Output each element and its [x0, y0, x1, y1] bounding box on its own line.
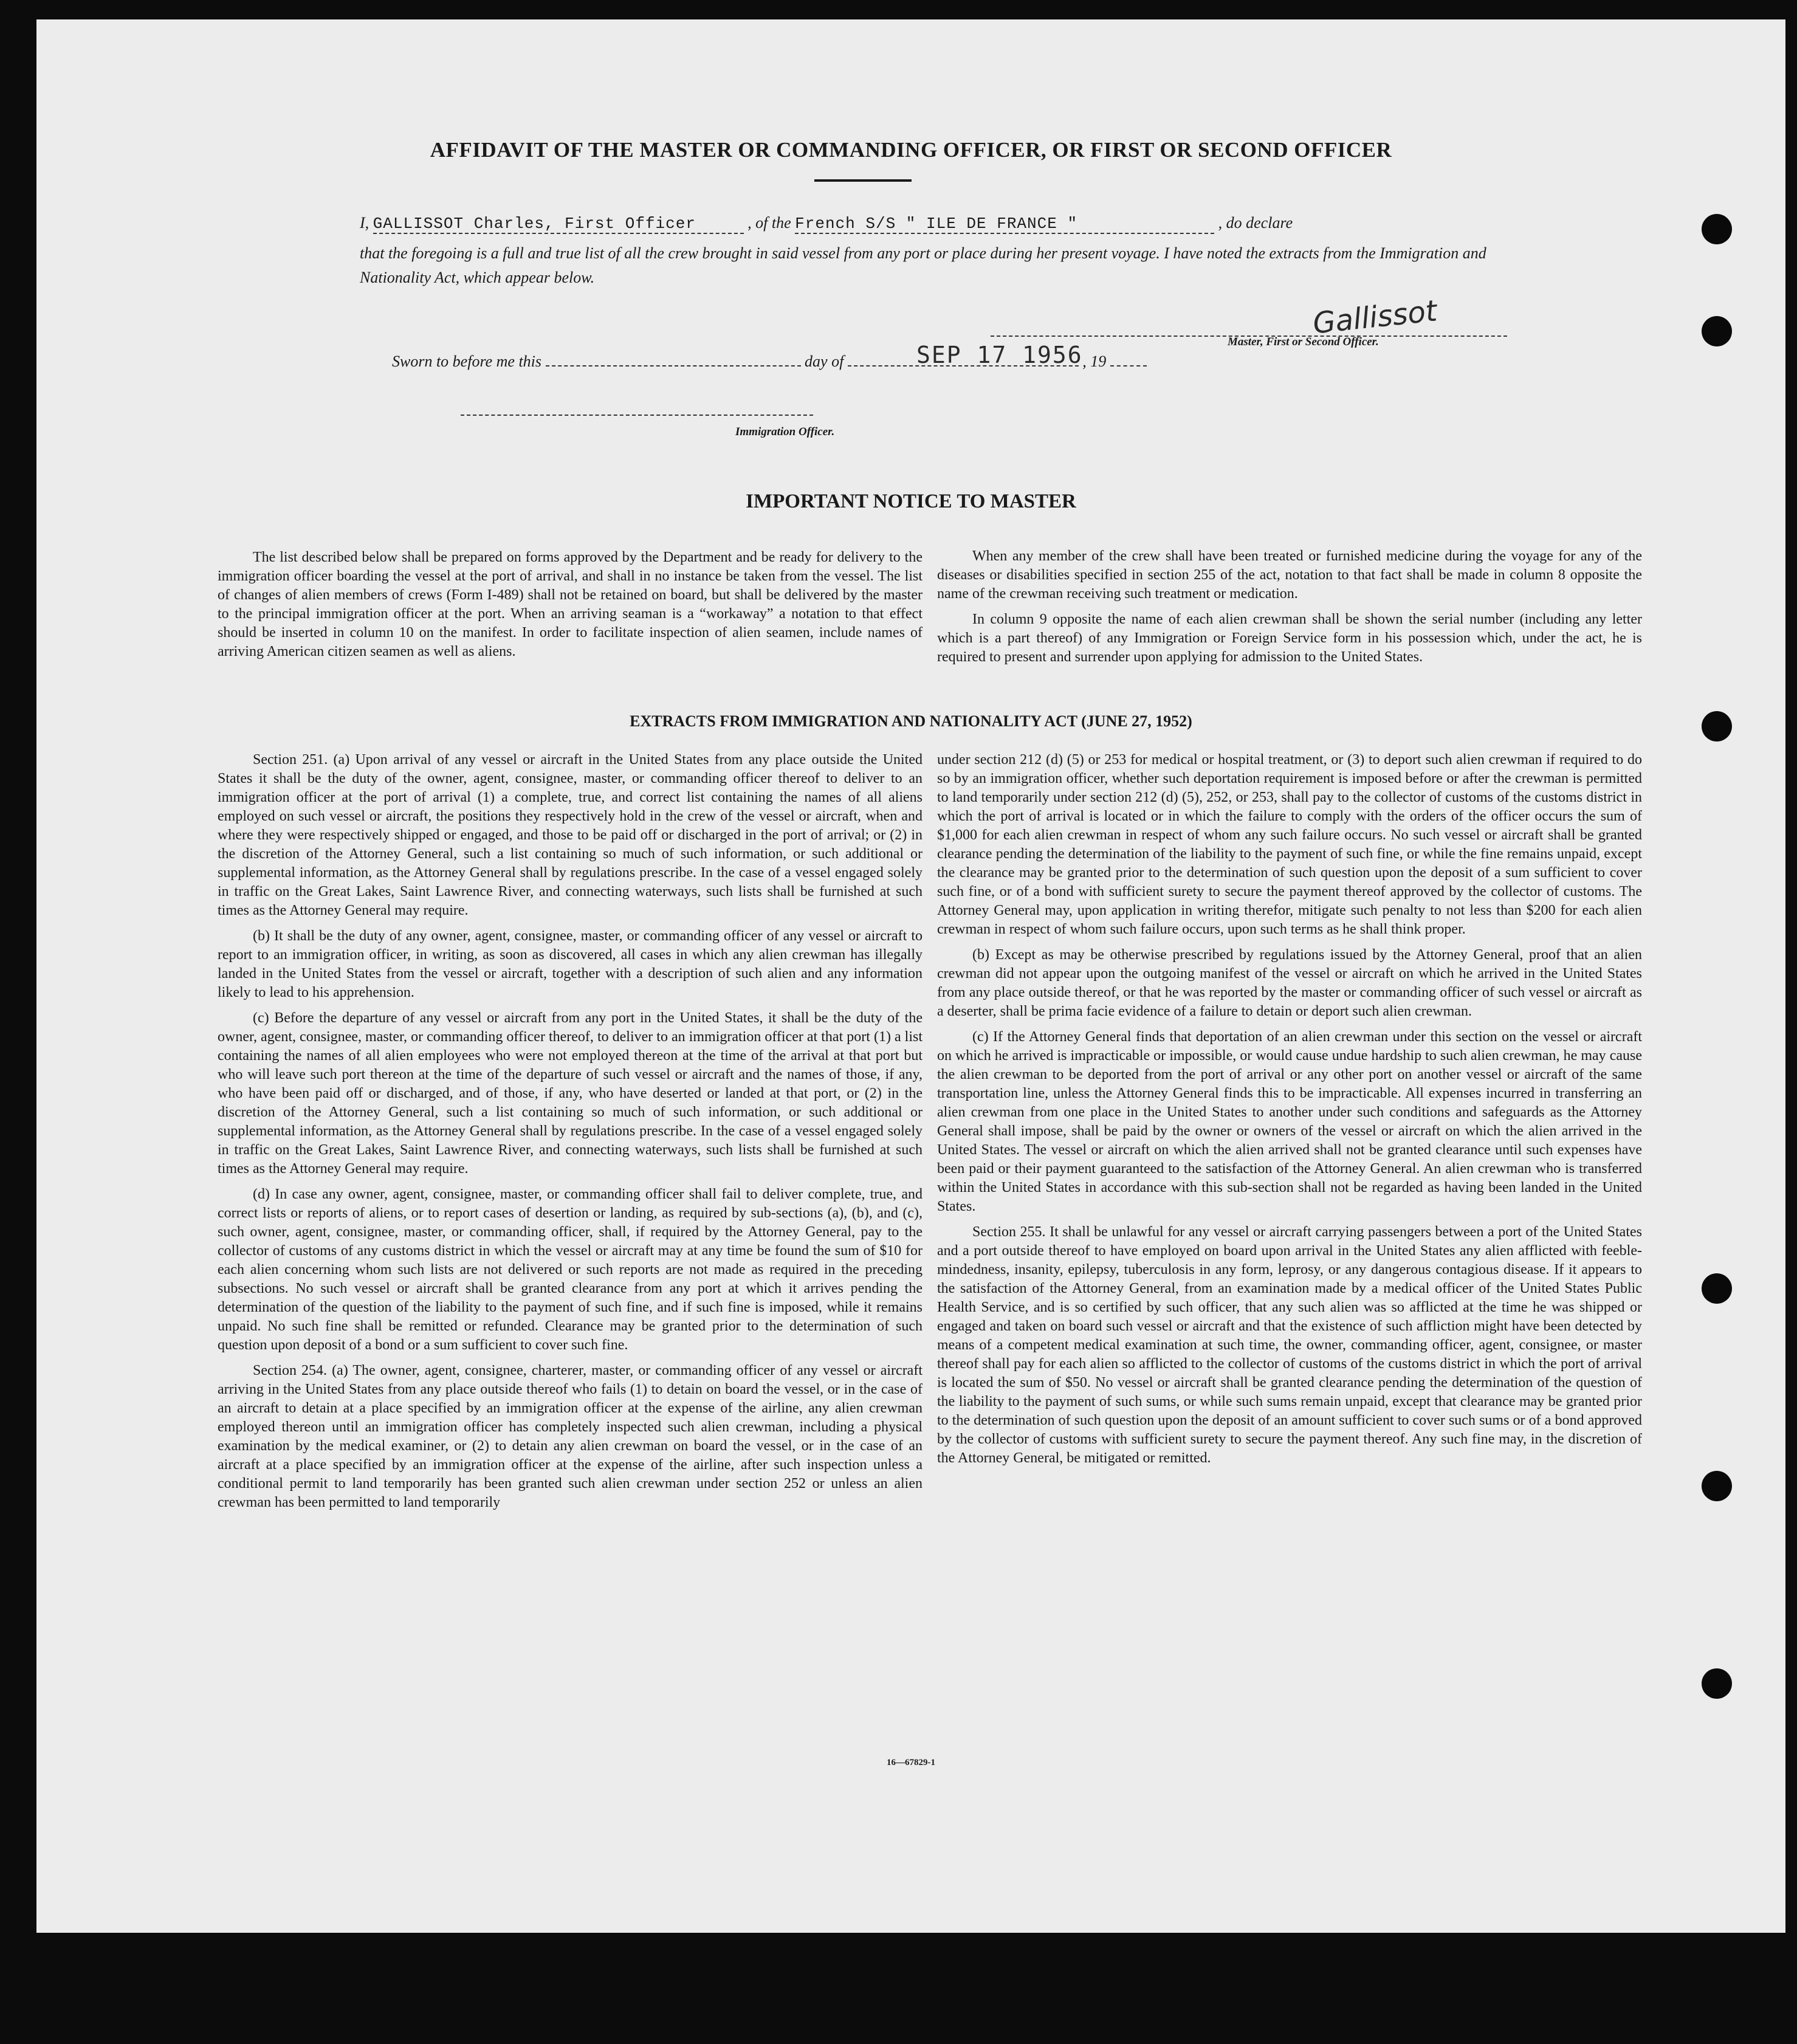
binder-hole — [1702, 1471, 1732, 1501]
notice-left-column — [218, 548, 923, 668]
sworn-day-field — [546, 365, 801, 366]
notice-paragraph: In column 9 opposite the name of each alien crewman shall be shown the serial number (including any letter which is a part thereof) of any Immigration or Foreign Service form in his possession which, under the act, he is required to present and surrender upon applying for admission to the United States. — [937, 611, 1642, 665]
i-label: I, — [360, 214, 369, 232]
notice-title: IMPORTANT NOTICE TO MASTER — [746, 490, 1076, 512]
notice-right-column — [937, 547, 1642, 673]
affidavit-title: AFFIDAVIT OF THE MASTER OR COMMANDING OFFICER, OR FIRST OR SECOND OFFICER — [430, 138, 1392, 162]
binder-hole — [1702, 1668, 1732, 1699]
day-of-label: day of — [805, 353, 844, 370]
sworn-year-field — [1110, 365, 1147, 366]
extract-paragraph: (b) Except as may be otherwise prescribed by regulations issued by the Attorney General, proof that an alien crewman did not appear upon the outgoing manifest of the vessel or aircraft on which he arrived in the United States from any place outside thereof, or that he was reported by the master or commanding officer of such vessel or aircraft as a deserter, shall be prima facie evidence of a failure to detain or deport such alien crewman. — [937, 947, 1642, 1019]
of-the-label: , of the — [747, 214, 791, 232]
extract-paragraph: (b) It shall be the duty of any owner, agent, consignee, master, or commanding officer of any vessel or aircraft to report to an immigration officer, in writing, as soon as discovered, all cases in which any alien crewman has illegally landed in the United States from the vessel or aircraft, together with a description of such alien and any information likely to lead to his apprehension. — [218, 928, 923, 1000]
extracts-right-column — [937, 751, 1642, 1475]
immigration-officer-label: Immigration Officer. — [735, 425, 835, 438]
date-stamp: SEP 17 1956 — [916, 342, 1083, 368]
extract-paragraph: (d) In case any owner, agent, consignee, master, or commanding officer shall fail to deliver complete, true, and correct lists or reports of aliens, or to report cases of desertion or landing, as required by sub-sections (a), (b), and (c), such owner, agent, consignee, master, or commanding officer, shall, if required by the Attorney General, pay to the collector of customs of any customs district in which the vessel or aircraft may at any time be found the sum of $10 for each alien concerning whom such lists are not delivered or such reports are not made as required in the preceding subsections. No such vessel or aircraft shall be granted clearance from any port at which it arrives pending the determination of the question of the liability to the payment of such fine, and if such fine is imposed, while it remains unpaid. No such fine shall be remitted or refunded. Clearance may be granted prior to the determination of such question upon deposit of a bond or a sum sufficient to cover such fine. — [218, 1186, 923, 1353]
do-declare-label: , do declare — [1218, 214, 1293, 232]
extract-paragraph: (c) If the Attorney General finds that deportation of an alien crewman under this section on the vessel or aircraft on which he arrived is impracticable or impossible, or would cause undue hardship to such alien crewman, he may cause the alien crewman to be deported from the port of arrival or any other port on another vessel or aircraft of the same transportation line, unless the Attorney General finds this to be impracticable. All expenses incurred in transferring an alien crewman from one place in the United States to another under such conditions and safeguards as the Attorney General shall impose, shall be paid by the owner or owners of the vessel or aircraft on which the alien arrived in the United States. The vessel or aircraft on which the alien arrived shall not be granted clearance until such expenses have been paid or their payment guaranteed to the satisfaction of the Attorney General. An alien crewman who is transferred within the United States in accordance with this sub-section shall not be regarded as having been landed in the United States. — [937, 1029, 1642, 1214]
extract-paragraph: under section 212 (d) (5) or 253 for medical or hospital treatment, or (3) to deport such alien crewman if required to do so by an immigration officer, whether such deportation requirement is imposed before or after the crewman is permitted to land temporarily under section 212 (d) (5), 252, or 253, shall pay to the collector of customs of the customs district in which the port of arrival is located or in which the failure to comply with the orders of the officer occurs the sum of $1,000 for each alien crewman in respect of whom any such failure occurs. No such vessel or aircraft shall be granted clearance pending the determination of the liability to the payment of such fine, or while the fine remains unpaid, except the clearance may be granted prior to the determination of such question upon the deposit of a sum sufficient to cover such fine, or of a bond with sufficient surety to secure the payment thereof approved by the collector of customs. The Attorney General may, upon application in writing therefor, mitigate such penalty to not less than $200 for each alien crewman in respect of whom such failure occurs, upon such terms as he shall think proper. — [937, 752, 1642, 937]
extract-paragraph: Section 254. (a) The owner, agent, consignee, charterer, master, or commanding officer of any vessel or aircraft arriving in the United States from any place outside thereof who fails (1) to detain on board the vessel, or in the case of an aircraft to detain at a place specified by an immigration officer at the expense of the airline, any alien crewman employed thereon until an immigration officer has completely inspected such alien crewman, including a physical examination by the medical examiner, or (2) to detain any alien crewman on board the vessel, or in the case of an aircraft at a place specified by an immigration officer at the expense of the airline, after such inspection unless a conditional permit to land temporarily has been granted such alien crewman under section 252 or unless an alien crewman has been permitted to land temporarily — [218, 1363, 923, 1510]
form-number: 16—67829-1 — [887, 1758, 935, 1767]
year-label: , 19 — [1082, 353, 1107, 370]
immigration-officer-line — [461, 415, 813, 416]
document-page — [36, 19, 1785, 1933]
officer-signature: Gallissot — [1311, 294, 1439, 341]
sworn-label: Sworn to before me this — [392, 353, 542, 370]
binder-hole — [1702, 214, 1732, 244]
title-rule — [814, 179, 912, 182]
extracts-left-column — [218, 751, 923, 1519]
vessel-field: French S/S " ILE DE FRANCE " — [795, 215, 1214, 234]
extract-paragraph: (c) Before the departure of any vessel or aircraft from any port in the United States, it shall be the duty of the owner, agent, consignee, master, or commanding officer thereof, to deliver to an immigration officer at that port (1) a list containing the names of all alien employees who were not employed thereon at the time of the arrival at that port but who will leave such port thereon at the time of the departure of such vessel or aircraft and the names of those, if any, who have been paid off or discharged, and of those, if any, who have deserted or landed at that port, or (2) in the discretion of the Attorney General, such a list containing so much of such information, or such additional or supplemental information, as the Attorney General shall by regulations prescribe. In the case of a vessel engaged solely in traffic on the Great Lakes, Saint Lawrence River, and connecting waterways, such lists shall be furnished at such times as the Attorney General may require. — [218, 1010, 923, 1177]
notice-paragraph: When any member of the crew shall have been treated or furnished medicine during the voyage for any of the diseases or disabilities specified in section 255 of the act, notation to that fact shall be made in column 8 opposite the name of the crewman receiving such treatment or medication. — [937, 548, 1642, 602]
declarant-field: GALLISSOT Charles, First Officer — [373, 215, 744, 234]
extracts-title: EXTRACTS FROM IMMIGRATION AND NATIONALITY ACT (JUNE 27, 1952) — [630, 712, 1192, 730]
notice-paragraph: The list described below shall be prepared on forms approved by the Department and be ready for delivery to the immigration officer boarding the vessel at the port of arrival, and shall in no instance be taken from the vessel. The list of changes of alien members of crews (Form I-489) shall not be retained on board, but shall be delivered by the master to the principal immigration officer at the port. When an arriving seaman is a “workaway” a notation to that effect should be inserted in column 10 on the manifest. In order to facilitate inspection of alien seamen, include names of arriving American citizen seamen as well as aliens. — [218, 549, 923, 659]
binder-hole — [1702, 316, 1732, 346]
officer-title-label: Master, First or Second Officer. — [1228, 336, 1379, 348]
extract-paragraph: Section 251. (a) Upon arrival of any vessel or aircraft in the United States from any place outside the United States it shall be the duty of the owner, agent, consignee, master, or commanding officer thereof to deliver to an immigration officer at the port of arrival (1) a complete, true, and correct list containing the names of all aliens employed on such vessel or aircraft, the positions they respectively hold in the crew of the vessel or aircraft, when and where they were respectively shipped or engaged, and those to be paid off or discharged in the port of arrival; or (2) in the discretion of the Attorney General, such a list containing so much of such information, or such additional or supplemental information, as the Attorney General shall by regulations prescribe. In the case of a vessel engaged solely in traffic on the Great Lakes, Saint Lawrence River, and connecting waterways, such lists shall be furnished at such times as the Attorney General may require. — [218, 752, 923, 918]
binder-hole — [1702, 711, 1732, 742]
declaration-line — [360, 214, 1514, 234]
declaration-statement: that the foregoing is a full and true list of all the crew brought in said vessel from any port or place during her present voyage. I have noted the extracts from the Immigration and Nationality Act, which appear below. — [360, 244, 1486, 286]
binder-hole — [1702, 1273, 1732, 1304]
extract-paragraph: Section 255. It shall be unlawful for any vessel or aircraft carrying passengers between a port of the United States and a port outside thereof to have employed on board upon arrival in the United States any alien afflicted with feeble-mindedness, insanity, epilepsy, tuberculosis in any form, leprosy, or any dangerous contagious disease. If it appears to the satisfaction of the Attorney General, from an examination made by a medical officer of the United States Public Health Service, and is so certified by such officer, that any such alien was so afflicted at the time he was shipped or engaged and taken on board such vessel or aircraft and that the existence of such affliction might have been detected by means of a competent medical examination at such time, the owner, commanding officer, agent, consignee, or master thereof shall pay for each alien so afflicted to the collector of customs of the customs district in which the port of arrival is located the sum of $50. No vessel or aircraft shall be granted clearance pending the determination of the question of the liability to the payment of such sums, or while such sums remain unpaid, except that clearance may be granted prior to the determination of such question upon the deposit of an amount sufficient to cover such sums or of a bond approved by the collector of customs with sufficient surety to secure the payment thereof. Any such fine may, in the discretion of the Attorney General, be mitigated or remitted. — [937, 1224, 1642, 1466]
